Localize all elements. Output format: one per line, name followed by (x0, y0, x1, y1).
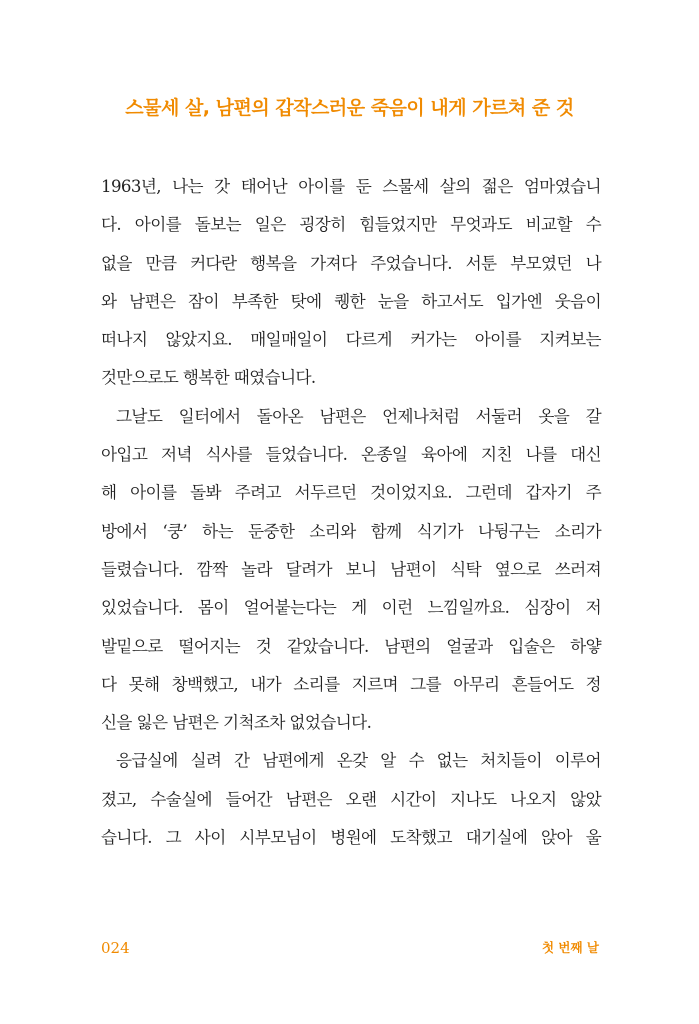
text-line: 해 아이를 돌봐 주려고 서두르던 것이었지요. 그런데 갑자기 주 (101, 483, 601, 503)
text-line: 아입고 저녁 식사를 들었습니다. 온종일 육아에 지친 나를 대신 (101, 445, 601, 465)
text-line: 1963년, 나는 갓 태어난 아이를 둔 스물세 살의 젊은 엄마였습니 (101, 177, 601, 196)
running-footer-section: 첫 번째 날 (541, 940, 599, 955)
text-line: 들렸습니다. 깜짝 놀라 달려가 보니 남편이 식탁 옆으로 쓰러져 (101, 559, 601, 579)
text-line: 있었습니다. 몸이 얼어붙는다는 게 이런 느낌일까요. 심장이 저 (101, 598, 601, 618)
text-line: 떠나지 않았지요. 매일매일이 다르게 커가는 아이를 지켜보는 (101, 330, 601, 350)
text-line: 다. 아이를 돌보는 일은 굉장히 힘들었지만 무엇과도 비교할 수 (101, 215, 601, 235)
text-line: 없을 만큼 커다란 행복을 가져다 주었습니다. 서툰 부모였던 나 (101, 253, 601, 273)
text-line: 그날도 일터에서 돌아온 남편은 언제나처럼 서둘러 옷을 갈 (116, 406, 601, 426)
chapter-title: 스물세 살, 남편의 갑작스러운 죽음이 내게 가르쳐 준 것 (125, 97, 574, 119)
text-line: 것만으로도 행복한 때였습니다. (101, 368, 316, 388)
page-number: 024 (101, 939, 130, 957)
text-line: 다 못해 창백했고, 내가 소리를 지르며 그를 아무리 흔들어도 정 (101, 674, 601, 694)
text-line: 습니다. 그 사이 시부모님이 병원에 도착했고 대기실에 앉아 울 (101, 828, 601, 848)
text-line: 방에서 ‘쿵’ 하는 둔중한 소리와 함께 식기가 나뒹구는 소리가 (101, 521, 601, 541)
text-line: 신을 잃은 남편은 기척조차 없었습니다. (101, 713, 372, 733)
text-line: 발밑으로 떨어지는 것 같았습니다. 남편의 얼굴과 입술은 하얗 (101, 636, 601, 656)
text-line: 졌고, 수술실에 들어간 남편은 오랜 시간이 지나도 나오지 않았 (101, 789, 601, 809)
body-text (101, 168, 601, 857)
text-line: 응급실에 실려 간 남편에게 온갖 알 수 없는 처치들이 이루어 (116, 751, 601, 771)
text-line: 와 남편은 잠이 부족한 탓에 퀭한 눈을 하고서도 입가엔 웃음이 (101, 291, 601, 311)
